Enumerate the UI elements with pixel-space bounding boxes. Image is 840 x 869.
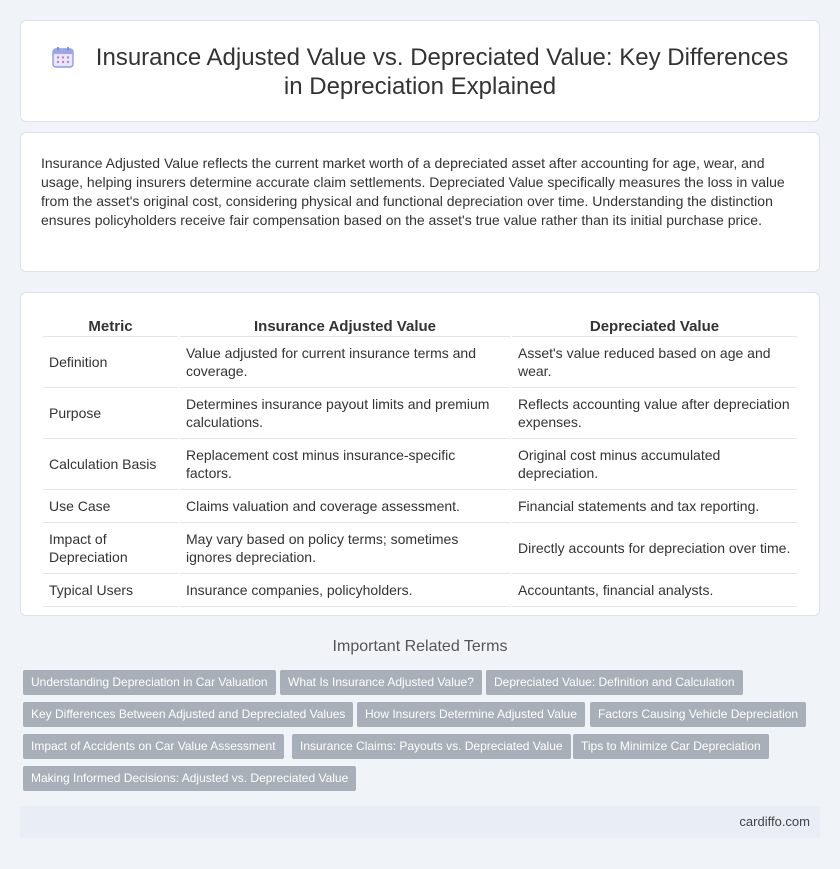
table-row xyxy=(43,490,797,523)
header-depreciated-value: Depreciated Value xyxy=(512,315,797,337)
comparison-table xyxy=(41,315,799,607)
depreciated-value-cell: Asset's value reduced based on age and wear. xyxy=(512,337,797,388)
related-term-link[interactable]: Factors Causing Vehicle Depreciation xyxy=(590,702,806,727)
title-line-2: in Depreciation Explained xyxy=(283,73,557,100)
adjusted-value-cell: Replacement cost minus insurance-specific factors. xyxy=(180,439,510,490)
related-term-link[interactable]: Impact of Accidents on Car Value Assessment xyxy=(23,734,284,759)
related-term-link[interactable]: How Insurers Determine Adjusted Value xyxy=(357,702,585,727)
adjusted-value-cell: Determines insurance payout limits and premium calculations. xyxy=(180,388,510,439)
metric-cell: Purpose xyxy=(43,388,178,439)
related-term-link[interactable]: Depreciated Value: Definition and Calculation xyxy=(486,670,743,695)
metric-cell: Calculation Basis xyxy=(43,439,178,490)
metric-cell: Typical Users xyxy=(43,574,178,607)
depreciated-value-cell: Reflects accounting value after depreciation expenses. xyxy=(512,388,797,439)
adjusted-value-cell: Insurance companies, policyholders. xyxy=(180,574,510,607)
depreciated-value-cell: Original cost minus accumulated depreciation. xyxy=(512,439,797,490)
metric-cell: Definition xyxy=(43,337,178,388)
table-row xyxy=(43,337,797,388)
table-row xyxy=(43,523,797,574)
related-term-link[interactable]: Insurance Claims: Payouts vs. Depreciated Value xyxy=(292,734,571,759)
footer-site: cardiffo.com xyxy=(739,814,810,829)
header-card xyxy=(20,20,820,122)
calendar-icon xyxy=(52,46,74,68)
related-terms-title: Important Related Terms xyxy=(332,638,508,655)
table-row xyxy=(43,574,797,607)
related-term-link[interactable]: What Is Insurance Adjusted Value? xyxy=(280,670,482,695)
table-header-row xyxy=(43,315,797,337)
related-term-link[interactable]: Understanding Depreciation in Car Valuation xyxy=(23,670,276,695)
intro-card xyxy=(20,132,820,272)
header-insurance-adjusted-value: Insurance Adjusted Value xyxy=(180,315,510,337)
related-term-link[interactable]: Making Informed Decisions: Adjusted vs. Depreciated Value xyxy=(23,766,356,791)
related-term-link[interactable]: Tips to Minimize Car Depreciation xyxy=(573,734,769,759)
depreciated-value-cell: Accountants, financial analysts. xyxy=(512,574,797,607)
header-metric: Metric xyxy=(43,315,178,337)
title-line-1: Insurance Adjusted Value vs. Depreciated Value: Key Differences xyxy=(95,44,789,71)
adjusted-value-cell: May vary based on policy terms; sometimes ignores depreciation. xyxy=(180,523,510,574)
intro-paragraph: Insurance Adjusted Value reflects the current market worth of a depreciated asset after accounting for age, wear, and usage, helping insurers determine accurate claim settlements. Depreciated Value specifically measures the loss in value from the asset's original cost, considering physical and functional depreciation over time. Understanding the distinction ensures policyholders receive fair compensation based on the asset's true value rather than its initial purchase price. xyxy=(41,155,785,228)
depreciated-value-cell: Financial statements and tax reporting. xyxy=(512,490,797,523)
adjusted-value-cell: Value adjusted for current insurance terms and coverage. xyxy=(180,337,510,388)
table-row xyxy=(43,439,797,490)
table-row xyxy=(43,388,797,439)
depreciated-value-cell: Directly accounts for depreciation over time. xyxy=(512,523,797,574)
footer xyxy=(20,806,820,838)
adjusted-value-cell: Claims valuation and coverage assessment. xyxy=(180,490,510,523)
related-term-link[interactable]: Key Differences Between Adjusted and Depreciated Values xyxy=(23,702,353,727)
comparison-table-card xyxy=(20,292,820,616)
page-title xyxy=(21,43,819,101)
metric-cell: Use Case xyxy=(43,490,178,523)
metric-cell: Impact of Depreciation xyxy=(43,523,178,574)
